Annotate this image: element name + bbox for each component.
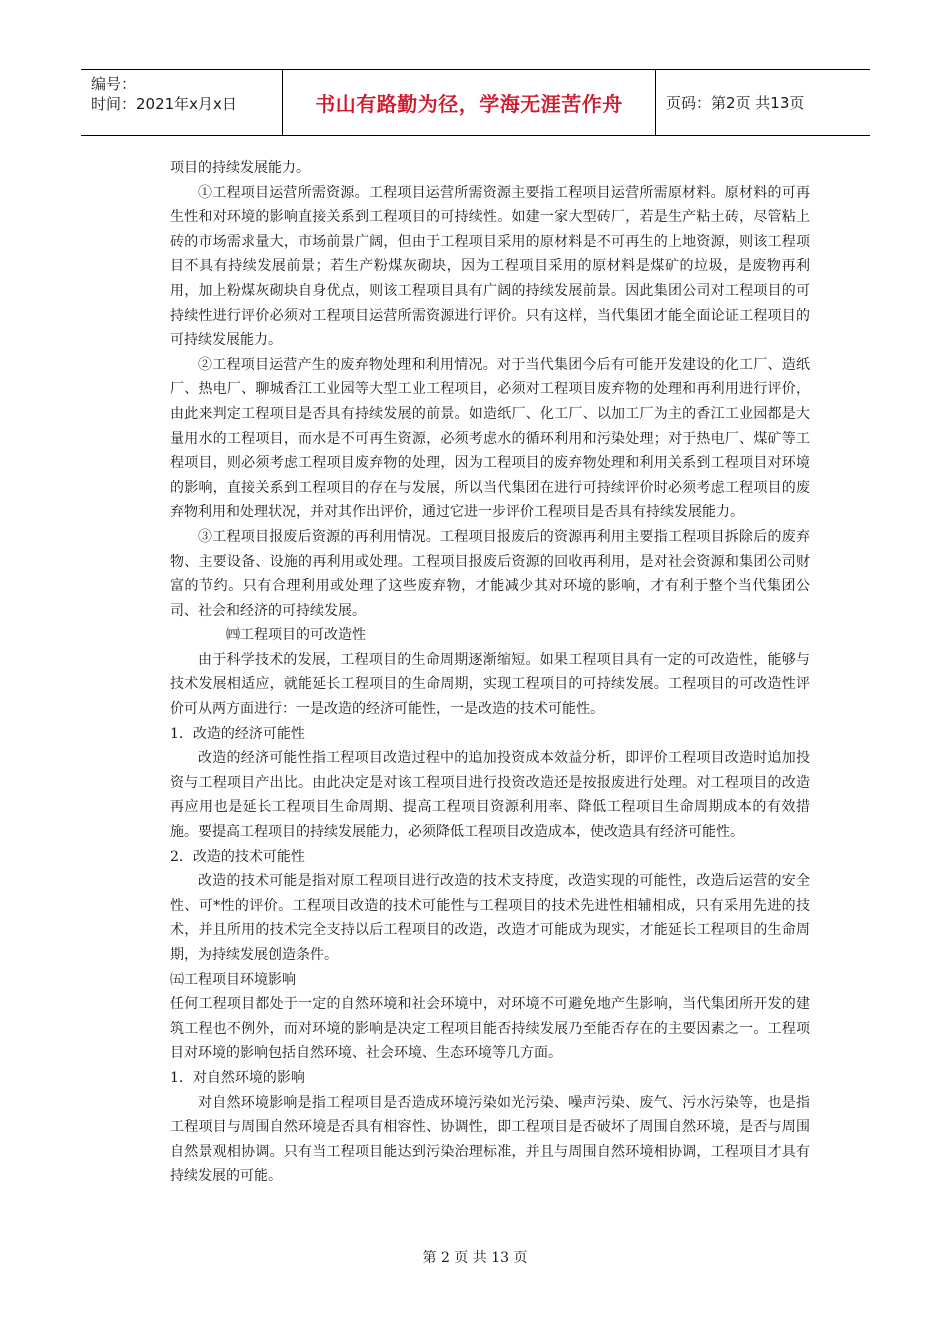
paragraph-environment-intro: 任何工程项目都处于一定的自然环境和社会环境中，对环境不可避免地产生影响，当代集团所开发的建筑工程也不例外，而对环境的影响是决定工程项目能否持续发展乃至能否存在的主要因素之一。工程项目对环境的影响包括自然环境、社会环境、生态环境等几方面。 — [170, 996, 810, 1062]
subheading-natural-environment: 1．对自然环境的影响 — [170, 1069, 305, 1086]
paragraph-transformability-intro: 由于科学技术的发展，工程项目的生命周期逐渐缩短。如果工程项目具有一定的可改造性，能够与技术发展相适应，就能延长工程项目的生命周期，实现工程项目的可持续发展。工程项目的可改造性评价可从两方面进行：一是改造的经济可能性，一是改造的技术可能性。 — [170, 651, 810, 718]
page-footer: 第 2 页 共 13 页 — [422, 1250, 528, 1266]
paragraph-scrap-reuse: ③工程项目报废后资源的再利用情况。工程项目报废后的资源再利用主要指工程项目拆除后的废弃物、主要设备、设施的再利用或处理。工程项目报废后资源的回收再利用，是对社会资源和集团公司财富的节约。只有合理利用或处理了这些废弃物，才能减少其对环境的影响，才有利于整个当代集团公司、社会和经济的可持续发展。 — [170, 528, 810, 619]
paragraph-resources: ①工程项目运营所需资源。工程项目运营所需资源主要指工程项目运营所需原材料。原材料的可再生性和对环境的影响直接关系到工程项目的可持续性。如建一家大型砖厂，若是生产粘土砖，尽管粘上砖的市场需求量大，市场前景广阔，但由于工程项目采用的原材料是不可再生的上地资源，则该工程项目不具有持续发展前景；若生产粉煤灰砌块，因为工程项目采用的原材料是煤矿的垃圾，是废物再利用，加上粉煤灰砌块自身优点，则该工程项目具有广阔的持续发展前景。因此集团公司对工程项目的可持续性进行评价必须对工程项目运营所需资源进行评价。只有这样，当代集团才能全面论证工程项目的可持续发展能力。 — [170, 184, 810, 349]
body-text — [170, 156, 810, 1189]
subheading-economic-possibility: 1．改造的经济可能性 — [170, 725, 305, 742]
header-motto: 书山有路勤为径，学海无涯苦作舟 — [283, 70, 656, 135]
paragraph-technical-possibility: 改造的技术可能是指对原工程项目进行改造的技术支持度，改造实现的可能性，改造后运营的安全性、可*性的评价。工程项目改造的技术可能性与工程项目的技术先进性相辅相成，只有采用先进的技术，并且所用的技术完全支持以后工程项目的改造，改造才可能成为现实，才能延长工程项目的生命周期，为持续发展创造条件。 — [170, 873, 810, 963]
subheading-technical-possibility: 2．改造的技术可能性 — [170, 848, 305, 865]
section-heading-environment: ㈤工程项目环境影响 — [170, 971, 296, 988]
header-meta — [81, 70, 283, 135]
paragraph-economic-possibility: 改造的经济可能性指工程项目改造过程中的追加投资成本效益分析，即评价工程项目改造时追加投资与工程项目产出比。由此决定是对该工程项目进行投资改造还是按报废进行处理。对工程项目的改造再应用也是延长工程项目生命周期、提高工程项目资源利用率、降低工程项目生命周期成本的有效措施。要提高工程项目的持续发展能力，必须降低工程项目改造成本，使改造具有经济可能性。 — [170, 750, 810, 841]
page-header — [81, 69, 870, 136]
document-date-label: 时间：2021年x月x日 — [91, 95, 237, 113]
paragraph-waste-treatment: ②工程项目运营产生的废弃物处理和利用情况。对于当代集团今后有可能开发建设的化工厂、造纸厂、热电厂、聊城香江工业园等大型工业工程项目，必须对工程项目废弃物的处理和再利用进行评价，由此来判定工程项目是否具有持续发展的前景。如造纸厂、化工厂、以加工厂为主的香江工业园都是大量用水的工程项目，而水是不可再生资源，必须考虑水的循环利用和污染处理；对于热电厂、煤矿等工程项目，则必须考虑工程项目废弃物的处理，因为工程项目的废弃物处理和利用关系到工程项目对环境的影响，直接关系到工程项目的存在与发展，所以当代集团在进行可持续评价时必须考虑工程项目的废弃物利用和处理状况，并对其作出评价，通过它进一步评价工程项目是否具有持续发展能力。 — [170, 356, 810, 521]
paragraph-continuation: 项目的持续发展能力。 — [170, 160, 310, 176]
paragraph-natural-environment: 对自然环境影响是指工程项目是否造成环境污染如光污染、噪声污染、废气、污水污染等，也是指工程项目与周围自然环境是否具有相容性、协调性，即工程项目是否破坏了周围自然环境，是否与周围自然景观相协调。只有当工程项目能达到污染治理标准，并且与周围自然环境相协调，工程项目才具有持续发展的可能。 — [170, 1094, 810, 1185]
header-page-number: 页码：第2页 共13页 — [666, 94, 805, 112]
document-number-label: 编号： — [91, 75, 137, 93]
section-heading-transformability: ㈣工程项目的可改造性 — [226, 627, 366, 644]
